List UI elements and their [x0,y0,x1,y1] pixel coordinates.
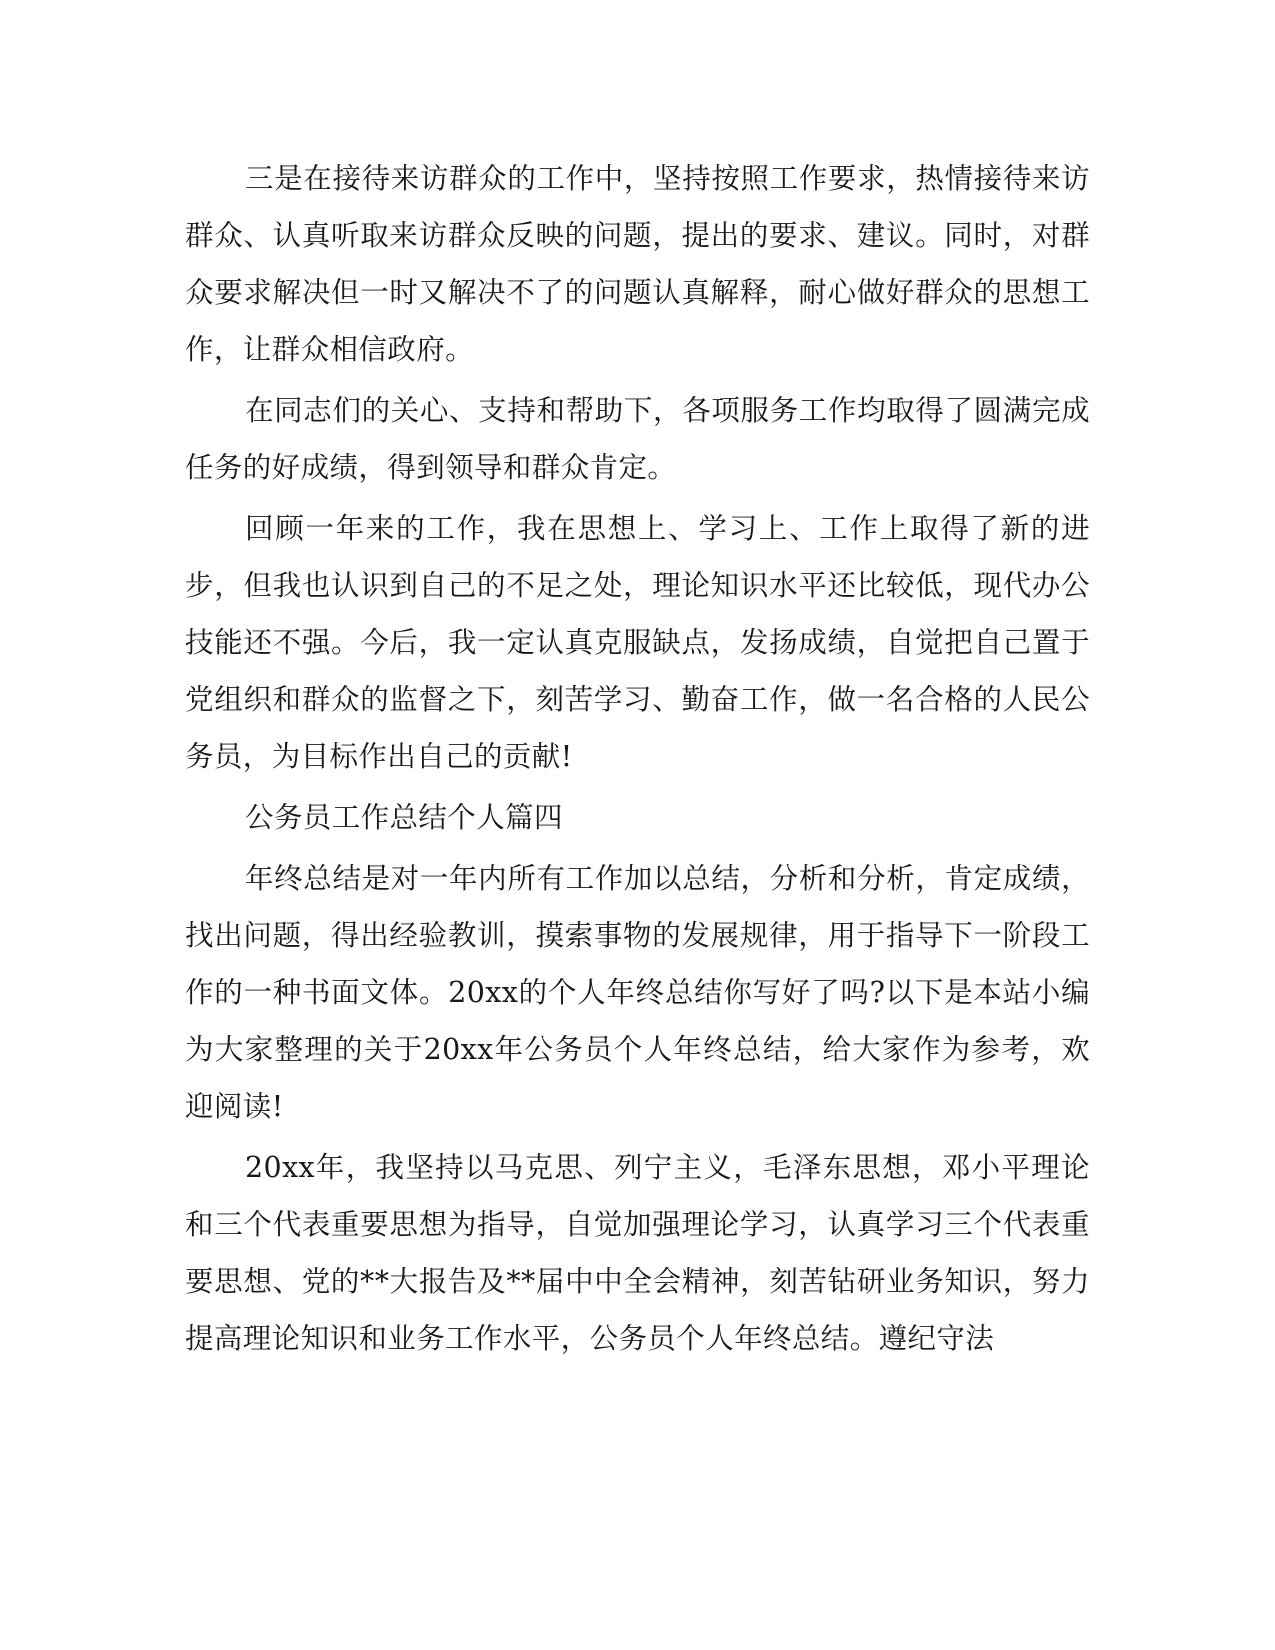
paragraph-year-review: 回顾一年来的工作，我在思想上、学习上、工作上取得了新的进步，但我也认识到自己的不足之处，理论知识水平还比较低，现代办公技能还不强。今后，我一定认真克服缺点，发扬成绩，自觉把自己置于党组织和群众的监督之下，刻苦学习、勤奋工作，做一名合格的人民公务员，为目标作出自己的贡献! [185,512,1090,773]
paragraph-reception-work: 三是在接待来访群众的工作中，坚持按照工作要求，热情接待来访群众、认真听取来访群众反映的问题，提出的要求、建议。同时，对群众要求解决但一时又解决不了的问题认真解释，耐心做好群众的思想工作，让群众相信政府。 [185,162,1090,366]
section-heading-part-four: 公务员工作总结个人篇四 [245,801,563,834]
paragraph-year-end-summary-definition: 年终总结是对一年内所有工作加以总结，分析和分析，肯定成绩，找出问题，得出经验教训，摸索事物的发展规律，用于指导下一阶段工作的一种书面文体。20xx的个人年终总结你写好了吗?以下是本站小编为大家整理的关于20xx年公务员个人年终总结，给大家作为参考，欢迎阅读! [185,862,1090,1123]
paragraph-colleague-support: 在同志们的关心、支持和帮助下，各项服务工作均取得了圆满完成任务的好成绩，得到领导和群众肯定。 [185,394,1090,484]
paragraph-theory-study: 20xx年，我坚持以马克思、列宁主义，毛泽东思想，邓小平理论和三个代表重要思想为指导，自觉加强理论学习，认真学习三个代表重要思想、党的**大报告及**届中中全会精神，刻苦钻研业务知识，努力提高理论知识和业务工作水平，公务员个人年终总结。遵纪守法 [185,1151,1090,1355]
document-body [185,150,1090,1367]
